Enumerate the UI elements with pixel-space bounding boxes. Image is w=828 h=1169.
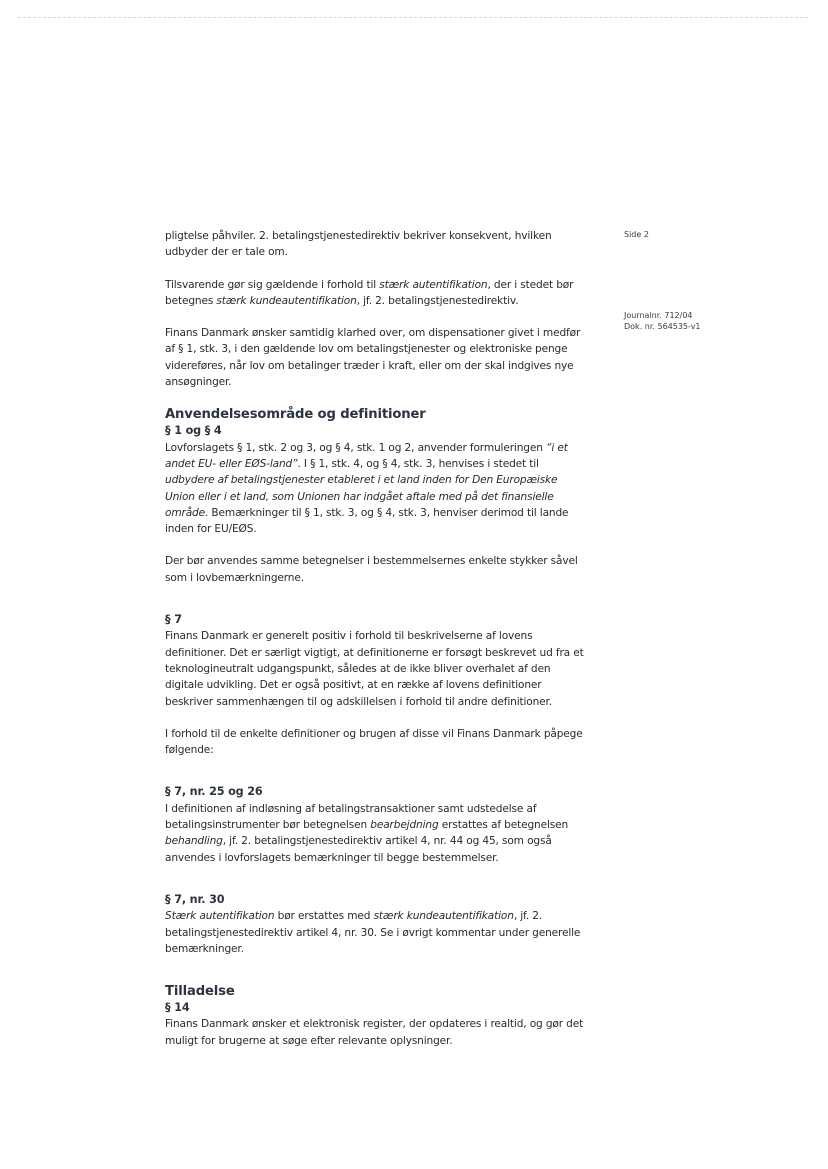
paragraph-s1-formulations: Lovforslagets § 1, stk. 2 og 3, og § 4, stk. 1 og 2, anvender formuleringen “i et andet EU- eller EØS-land”. I § 1, stk. 4, og § 4, stk. 3, henvises i stedet til udbydere af betalingstjenester etableret i et land inden for Den Europæiske Union eller i et land, som Unionen har indgået aftale med på det finansielle område. Bemærkninger til § 1, stk. 3, og § 4, stk. 3, henviser derimod til lande inden for EU/EØS. [165, 441, 569, 536]
subsection-heading-s7-30: § 7, nr. 30 [165, 892, 225, 906]
paragraph-dispensations: Finans Danmark ønsker samtidig klarhed over, om dispensationer givet i medfør af § 1, stk. 3, i den gældende lov om betalingstjenester og elektroniske penge videreføres, når lov om betalinger træder i kraft, eller om der skal indgives nye ansøgninger. [165, 327, 581, 389]
paragraph-s7-30: Stærk autentifikation bør erstattes med stærk kundeautentifikation, jf. 2. betalingstjenestedirektiv artikel 4, nr. 30. Se i øvrigt kommentar under generelle bemærkninger. [165, 910, 581, 955]
document-number: Dok. nr. 564535-v1 [624, 322, 701, 331]
section-heading-permit: Tilladelse [165, 984, 235, 1000]
paragraph-s1-terms: Der bør anvendes samme betegnelser i bestemmelsernes enkelte stykker såvel som i lovbemærkningerne. [165, 555, 578, 584]
paragraph-continuation: pligtelse påhviler. 2. betalingstjenestedirektiv bekriver konsekvent, hvilken udbyder der er tale om. [165, 230, 552, 259]
page-number: Side 2 [624, 230, 649, 239]
spacer [165, 602, 590, 612]
subsection-heading-s7-25-26: § 7, nr. 25 og 26 [165, 785, 263, 799]
journal-number: Journalnr. 712/04 [624, 311, 693, 320]
section-heading-scope: Anvendelsesområde og definitioner [165, 407, 426, 423]
spacer [165, 774, 590, 784]
paragraph-s14-register: Finans Danmark ønsker et elektronisk register, der opdateres i realtid, og gør det muligt for brugerne at søge efter relevante oplysninger. [165, 1018, 584, 1047]
paragraph-authentication: Tilsvarende gør sig gældende i forhold til stærk autentifikation, der i stedet bør betegnes stærk kundeautentifikation, jf. 2. betalingstjenestedirektiv. [165, 278, 574, 307]
paragraph-s7-definitions: Finans Danmark er generelt positiv i forhold til beskrivelserne af lovens definitioner. Det er særligt vigtigt, at definitionerne er forsøgt beskrevet ud fra et teknologineutralt udgangspunkt, således at de ikke bliver overhalet af den digitale udvikling. Det er også positivt, at en række af lovens definitioner beskriver sammenhængen til og adskillelsen i forhold til andre definitioner. [165, 630, 584, 708]
subsection-heading-s1-s4: § 1 og § 4 [165, 424, 222, 438]
document-body [165, 228, 590, 1065]
subsection-heading-s7: § 7 [165, 613, 182, 627]
spacer [165, 882, 590, 892]
document-sidebar [624, 229, 784, 332]
spacer [165, 973, 590, 983]
paragraph-s7-25-26: I definitionen af indløsning af betalingstransaktioner samt udstedelse af betalingsinstrumenter bør betegnelsen bearbejdning erstattes af betegnelsen behandling, jf. 2. betalingstjenestedirektiv artikel 4, nr. 44 og 45, som også anvendes i lovforslagets bemærkninger til begge bestemmelser. [165, 802, 569, 864]
subsection-heading-s14: § 14 [165, 1001, 190, 1015]
scan-top-border [18, 17, 808, 18]
paragraph-s7-following: I forhold til de enkelte definitioner og brugen af disse vil Finans Danmark påpege følgende: [165, 727, 583, 757]
